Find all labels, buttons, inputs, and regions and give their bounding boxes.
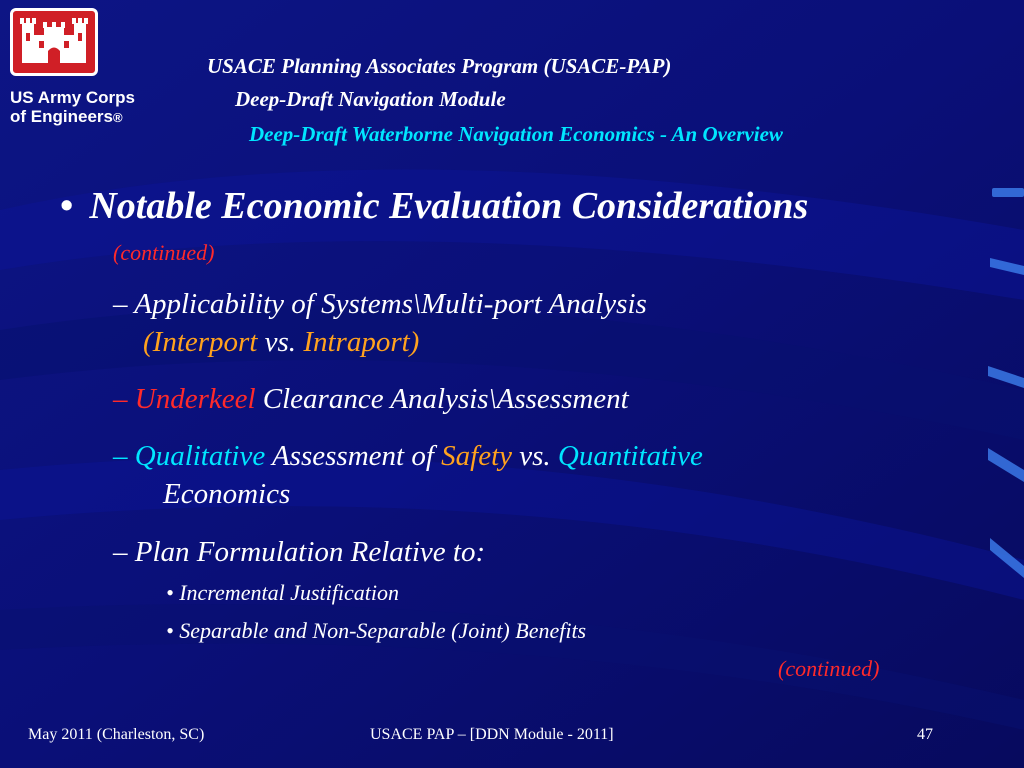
sub-sub-item: • Incremental Justification [166,580,399,605]
sub-item-qualitative-assessment: – Qualitative Assessment of Safety vs. Quantitative Economics [113,440,703,510]
qualitative-term: Qualitative [134,440,266,472]
dash: – [113,383,128,415]
heading-text: Notable Economic Evaluation Considerations [89,185,809,227]
sub-item-plan-formulation: – Plan Formulation Relative to: [113,536,486,568]
registered-mark: ® [112,110,123,125]
usace-castle-logo [10,8,98,76]
underkeel-term: Underkeel [134,383,256,415]
heading-continued-note: (continued) [113,240,215,265]
footer-page-number: 47 [917,726,933,743]
safety-term: Safety [441,440,512,472]
dash: – [113,288,128,320]
organization-name [10,88,135,127]
header-overview-title: Deep-Draft Waterborne Navigation Economics - An Overview [249,122,783,146]
sub-sub-item: • Separable and Non-Separable (Joint) Benefits [166,618,587,643]
bottom-continued-note: (continued) [778,656,880,681]
main-bullet-heading [60,184,808,228]
dash: – [113,536,128,568]
intraport-term: Intraport [303,326,410,358]
footer-course: USACE PAP – [DDN Module - 2011] [370,726,614,743]
castle-icon [17,15,91,69]
interport-term: Interport [152,326,258,358]
sub-item-underkeel: – Underkeel Clearance Analysis\Assessment [113,383,629,415]
quantitative-term: Quantitative [557,440,703,472]
dash: – [113,440,128,472]
org-line-2: of Engineers® [10,107,123,126]
org-line-1: US Army Corps [10,88,136,107]
sub-item-systems-analysis: – Applicability of Systems\Multi-port Analysis (Interport vs. Intraport) [113,288,647,358]
footer-date: May 2011 (Charleston, SC) [28,726,205,743]
bullet-symbol: • [60,185,74,227]
header-program-title: USACE Planning Associates Program (USACE-PAP) [207,54,672,78]
header-module-title: Deep-Draft Navigation Module [235,87,506,111]
